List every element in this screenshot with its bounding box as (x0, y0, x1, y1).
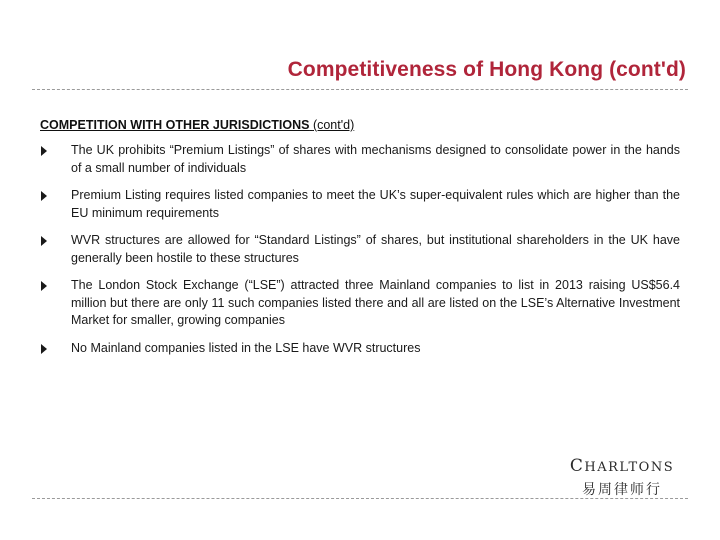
bullet-text: The London Stock Exchange (“LSE”) attracted three Mainland companies to list in 2013 raising US$56.4 million but there are only 11 such companies listed there and all are listed on the LSE’s Alternative Investment Market for smaller, growing companies (71, 278, 680, 327)
bullet-item (40, 187, 680, 222)
bullet-item (40, 277, 680, 330)
section-heading-suffix: (cont'd) (312, 118, 355, 132)
logo-wordmark (561, 456, 683, 478)
bottom-divider (32, 498, 688, 499)
bullet-text: Premium Listing requires listed companies to meet the UK’s super-equivalent rules which are higher than the EU minimum requirements (71, 188, 680, 220)
bullet-item (40, 340, 680, 358)
section-heading (40, 118, 354, 132)
section-heading-text: COMPETITION WITH OTHER JURISDICTIONS (40, 118, 310, 132)
bullet-arrow-icon (41, 281, 47, 291)
logo-chinese-name: 易周律师行 (582, 482, 662, 498)
bullet-text: No Mainland companies listed in the LSE have WVR structures (71, 340, 421, 355)
bullet-arrow-icon (41, 191, 47, 201)
bullet-list (40, 142, 680, 367)
logo-rest: HARLTONS (584, 460, 675, 475)
bullet-text: The UK prohibits “Premium Listings” of shares with mechanisms designed to consolidate power in the hands of a small number of individuals (71, 143, 680, 175)
bullet-item (40, 232, 680, 267)
charltons-logo (561, 456, 683, 499)
bullet-arrow-icon (41, 236, 47, 246)
bullet-arrow-icon (41, 344, 47, 354)
bullet-arrow-icon (41, 146, 47, 156)
bullet-item (40, 142, 680, 177)
top-divider (32, 89, 688, 90)
logo-initial: C (569, 456, 585, 476)
bullet-text: WVR structures are allowed for “Standard Listings” of shares, but institutional shareholders in the UK have generally been hostile to these structures (71, 233, 680, 265)
slide-title: Competitiveness of Hong Kong (cont'd) (287, 58, 686, 81)
